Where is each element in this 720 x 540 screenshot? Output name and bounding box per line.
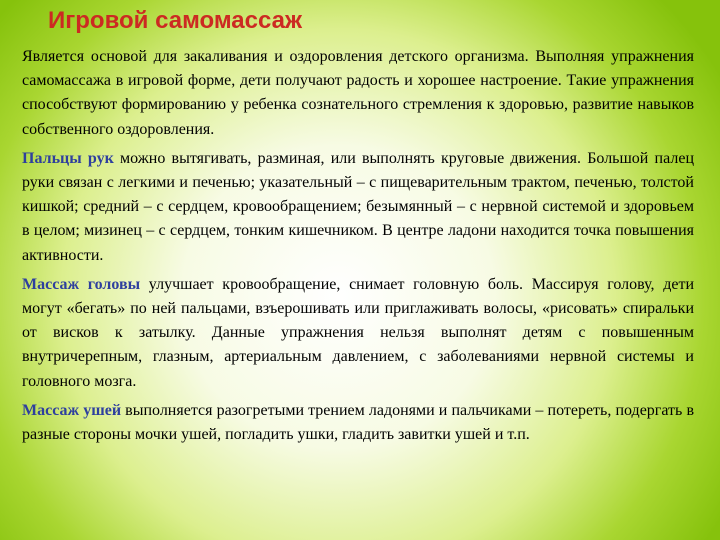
- intro-text: Является основой для закаливания и оздоровления детского организма. Выполняя упражнения самомассажа в игровой форме, дети получают радость и хорошее настроение. Такие упражнения способствуют формированию у ребенка сознательного стремления к здоровью, развитие навыков собственного оздоровления.: [22, 48, 694, 138]
- head-massage-heading: Массаж головы: [22, 275, 141, 293]
- finger-massage-paragraph: [22, 147, 694, 268]
- intro-paragraph: [22, 45, 694, 142]
- ear-massage-paragraph: [22, 399, 694, 447]
- head-massage-paragraph: [22, 273, 694, 394]
- slide-title: Игровой самомассаж: [48, 7, 302, 34]
- ear-massage-text: выполняется разогретыми трением ладонями и пальчиками – потереть, подергать в разные стороны мочки ушей, погладить ушки, гладить завитки ушей и т.п.: [22, 401, 694, 444]
- ear-massage-heading: Массаж ушей: [22, 401, 122, 419]
- finger-massage-heading: Пальцы рук: [22, 149, 114, 167]
- head-massage-text: улучшает кровообращение, снимает головную боль. Массируя голову, дети могут «бегать» по ней пальцами, взъерошивать или приглаживать волосы, «рисовать» спиральки от висков к затылку. Данные упражнения нельзя выполнят детям с повышенным внутричерепным, глазным, артериальным давлением, с заболеваниями нервной системы и головного мозга.: [22, 275, 695, 390]
- slide-content: [22, 45, 694, 452]
- finger-massage-text: можно вытягивать, разминая, или выполнять круговые движения. Большой палец руки связан с легкими и печенью; указательный – с пищеварительным трактом, печенью, толстой кишкой; средний – с сердцем, кровообращением; безымянный – с нервной системой и здоровьем в целом; мизинец – с сердцем, тонким кишечником. В центре ладони находится точка повышения активности.: [22, 149, 695, 264]
